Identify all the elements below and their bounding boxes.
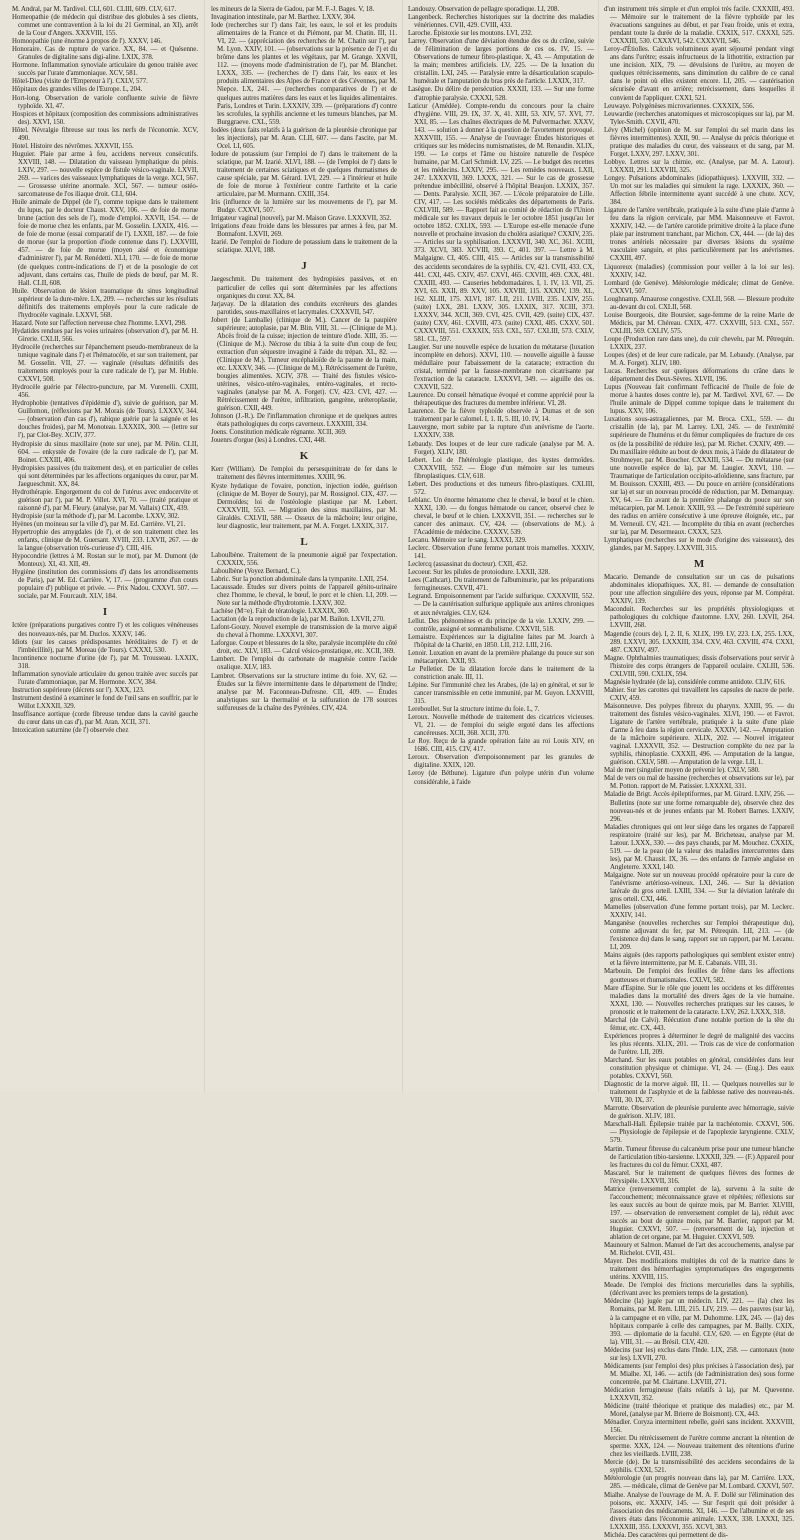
index-entry: Macario. Demande de consultation sur un cas de pulsations abdominales idiopathiques. XX, 81. — demande de consultation pour une affection singulière des yeux, réponse par M. Compérat. XXXIV, 139. (604, 574, 794, 606)
index-entry: Liquoreux (maladies) (commission pour veiller à la loi sur les). XXXIV, 142. (604, 263, 794, 279)
index-entry: Mascarel. Sur le traitement de quelques fièvres des formes de l'érysipèle. LXXVII, 316. (604, 1169, 794, 1185)
index-entry: Lemaistre. Expériences sur la digitaline faites par M. Joarch à l'hôpital de la Charité, en 1850. LII, 212. LIII, 216. (408, 633, 594, 649)
index-entry: Marchal (de Calvi). Réécution d'une notable portion de la tête du fémur, etc. CX, 443. (604, 1016, 794, 1032)
section-letter: L (300, 535, 308, 548)
index-entry: Leuwaye. Polygénèses microvariennes. CXXXIX, 556. (604, 102, 755, 110)
index-entry: Lafont-Gouzy. Nouvel exemple de transmission de la morve aiguë du cheval à l'homme. LXXXVI, 307. (211, 624, 397, 640)
index-entry: Meade. De l'emploi des frictions mercurielles dans la syphilis, (décrivant avec les premiers temps de la gestation). (604, 1282, 794, 1298)
index-entry: Lasègue. Du délire de persécution. XXXII, 133. — Sur une forme d'atrophie paralysie. CXXXI, 528. (408, 86, 594, 102)
index-entry: les mineurs de la Sierra de Gadou, par M. F.-J. Bages. V, 18. (211, 6, 375, 13)
index-entry: Hôpitaux des grandes villes de l'Europe. L, 204. (12, 86, 143, 94)
index-entry: Izarié. De l'emploi de l'iodure de potassium dans le traitement de la sciatique. XLVI, 188. (211, 239, 397, 255)
index-entry: Leroux. Observation d'empoisonnement par les granules de digitaline. XXIX, 120. (408, 754, 594, 770)
index-entry: Laticur (Amédée). Compte-rendu du concours pour la chaire d'hygiène. VIII, 29. IX, 37. X, 41. XIII, 53. XIV, 57. XVI, 77. XXI, 85. — Les chaînes électriques de M. Pulvermacher. XXXV, 143. — solution à donner à la question de l'avortement provoqué. XXXVIII, 155. — Analyse de l'ouvrage: Études historiques et critiques sur les médecins numismatistes, de M. Renaudin. XLIX, 199. — Le corps et l'âme ou histoire naturelle de l'espèce humaine, par M. Carl Schmidt. LV, 225. — Le budget des recettes et les médecins. LXXIV, 295. — Les remèdes nouveaux. LXII, 247. LXXXVII, 369. LXXX, 321. — Sur le cas de grossesse prétendue imbécillité, observé à l'hôpital Beaujon. LXXIX, 357. — Dents. Paralysie. XCII, 367. — L'école préparatoire de Lille. CIV, 417. — Les sociétés médicales des départements de Paris. CXLVIII, 589. — Rapport fait au comité de rédaction de l'Union médicale sur les travaux depuis le 1er octobre 1851 jusqu'au 1er octobre 1852. CXLIX, 593. — L'Europe est-elle menacée d'une nouvelle et prochaine invasion du choléra asiatique? CXXIV, 235. — Articles sur la syphilisation. LXXXVII, 340. XC, 361. XCIII, 373. XCVI, 383. XCVIII, 393. C, 401. 397. — Lettre à M. Malgaigne. CI, 405. CIII, 415. — Articles sur la transmissibilité des accidents secondaires de la syphilis. CV, 421. CVII, 433. CX, 441. CXI, 445. CXIV, 457. CXVI, 465. CXVIII, 469. CXX, 481. CXXIII, 493. — Causeries hebdomadaires. I, 1. IV, 13. VII, 25. XVI, 65. XXII, 89. XXV, 105. XXVIII, 115. XXXIV, 139. XL, 162. XLIII, 175. XLVI, 187. LII, 211. LVIII, 235. LXIV, 255. (suite) LXX, 281. LXXV, 305. LXXIX, 317. XCIII, 373. LXXXV, 344. XCII, 369. CVI, 425. CVII, 429. (suite) CIX, 437. (suite) CXV, 461. CXVIII, 473. (suite) CXXI, 485. CXXV, 501. CXXXVIII, 551. CXXXIX, 553. CXL, 557. CXLIII, 573. CXLV, 581. CL, 597. (408, 102, 594, 343)
index-entry: Le Roy. Reçu de la grande opération faite au roi Louis XIV, en 1686. CIII, 415. CIV, 417. (408, 738, 594, 754)
index-entry: Mercie (de). De la transmissibilité des accidens secondaires de la syphilis. CXXI, 521. (604, 1459, 794, 1475)
index-entry: Invagination intestinale, par M. Barthez. LXXV, 304. (211, 14, 356, 22)
index-entry: Idiots (sur les causes prédisposantes héréditaires de l') et de l'imbécillité), par M. Moreau (de Tours). CXXXI, 530. (12, 638, 198, 654)
index-entry: Hôtel-Dieu (visite de l'Empereur à l'). CXLV, 577. (12, 78, 148, 86)
index-entry: Laroche. Épistoxie sur les moutons. LVI, 232. (408, 30, 533, 38)
index-entry: Lebert. Loi de l'hétérologie plastique, des kystes dermoïdes. CXXXVIII, 552. — Éloge d'un mémoire sur les tumeurs fibroplastiques. CLV, 618. (408, 456, 594, 480)
index-entry: Magendie (cours de). I, 2. II, 6. XLIX, 199. LV, 223. LX, 255. LXX, 289. LXXVI, 305. LXXXIII, 334. CXV, 463. CXVIII, 474. CXXI, 487. CXXIV, 497. (604, 630, 794, 654)
index-entry: Lenoir. Luxation en avant de la première phalange du pouce sur son métacarpien. XXII, 93. (408, 649, 594, 665)
index-entry: M. Andral, par M. Tardivel. CLI, 601. CLIII, 609. CLV, 617. (12, 6, 177, 13)
index-entry: Kerr (William). De l'emploi du persesquinitrate de fer dans le traitement des fièvres intermittentes. XXIII, 96. (211, 466, 397, 482)
index-entry: Instrument destiné à examiner le fond de l'œil sans en souffrir, par le Willot LXXXII, 329. (12, 694, 198, 710)
index-entry: Lecanu. Mémoire sur le sang. LXXXI, 329. (408, 537, 527, 545)
index-entry: Larrey. Observation d'une déviation étendue des os du crâne, suivie de l'élimination de larges portions de ces os. IV, 15. — Observations de tumeur fibro-plastique. X, 43. — Amputation de la main; membres artificiels. LV, 225. — De la luxation du cristallin. LXI, 245. — Paralysie entre la désarticulation scapulo-humérale et l'amputation du bras près de l'article. LXXIX, 317. (408, 38, 594, 86)
index-entry: Lévy (Michel) (opinion de M. sur l'emploi du sel marin dans les fièvres intermittentes). XXII, 90. — Analyse du précis théorique et pratique des maladies du cœur, des vaisseaux et du sang, par M. Forget. LXXV, 297. LXXV, 301. (604, 126, 794, 158)
index-entry: Magnésie hydratée (de la), considérée comme antidote. CLIV, 616. (604, 678, 786, 686)
index-entry: Jaegeschmit. Du traitement des hydropisies passives, et en particulier de celles qui sont déterminées par les affections organiques du cœur. XX, 84. (211, 276, 397, 300)
index-entry: Homoopathie (une énorme à propos de l'). XXXV, 146. (12, 38, 162, 46)
index-entry: Lees (Cathcart). Du traitement de l'albuminurie, par les préparations ferrugineuses. CXVII, 471. (408, 577, 594, 593)
column-divider (402, 0, 403, 1092)
index-entry: Lachèse (M=e). Fait de tératologie. LXXXIX, 360. (211, 608, 350, 616)
index-entry: Luxations sous-astragaliennes, par M. Broca. CXL, 559. — du cristallin (de la), par M. Larrey. LXI, 245. — de l'extrémité supérieure de l'humérus et du fémur compliquées de fracture de ces os (de la possibilité de réduire les), par M. Richet. CXXIV, 499. — Du maxillaire réduite au bout de deux mois, à l'aide du dilatateur de Strohmeyer, par M. Boucher. CXXXIII, 534. — Du métatarse (sur une nouvelle espèce de la), par M. Laugier. XXVI, 110. — Traumatique de l'articulation occipito-atloïdienne, sans fracture, par M. Bouisson. CXXIII, 493. — Du pouce en arrière (considérations sur la) et sur un nouveau procédé de réduction, par M. Demarquay. XV, 64. — En avant de la première phalange du pouce sur son métacarpien, par M. Lenoir. XXIII, 93. — De l'extrémité supérieure des radius en arrière consécutive à une épreuve éloignée, etc., par M. Verneuil. CV, 421. — Incomplète du tibia en avant (recherches sur la), par M. Desormeaux. CXXX, 523. (604, 416, 794, 537)
index-entry: Leroy (de Béthune). Ligature d'un polype utérin d'un volume considérable, à l'aide (408, 770, 594, 786)
index-entry: Maunoury et Salmon. Manuel de l'art des accouchements, analyse par M. Richelot. CVII, 431. (604, 1242, 794, 1258)
index-entry: Marschall-Hall. Épilepsie traitée par la trachéotomie. CXXVI, 506. — Physiologie de l'épilepsie et de l'apoplexie laryngienne. CXLV, 579. (604, 1121, 794, 1145)
index-entry: Mercier. Du rétrécissement de l'urètre comme ancrant la rétention de sperme. XXX, 124. — Nouveau traitement des rétentions d'urine chez les vieillards. LVIII, 238. (604, 1435, 794, 1459)
index-entry: Maladie de Brigt. Accès épileptiformes, par M. Girard. LXIV, 256. — Bulletins (note sur une forme remarquable de), observée chez des nouveau-nés et de jeunes enfants par M. Robert Barnes. LXXIV, 296. (604, 791, 794, 823)
index-entry: Le Pelletier. De la dilatation forcée dans le traitement de la constriction anale. III, 11. (408, 665, 594, 681)
index-entry: Iodure de potassium (sur l'emploi de l') dans le traitement de la sciatique, par M. Izarié. XLVI, 188. — (de l'emploi de l') dans le traitement de certaines sciatiques et de quelques rhumatismes de cause spéciale, par M. Gérard. LVI, 229. — à l'intérieur et huile de foie de morue à l'extérieur contre l'arthrite et la carie articulaire, par M. Murmann. CXIII, 354. (211, 150, 397, 199)
index-entry: Leroux. Nouvelle méthode de traitement des cicatrices vicieuses. VI, 21. — de l'emploi du seigle ergoté dans les affections cancéreuses. XCII, 368. XCII, 370. (408, 714, 594, 738)
index-entry: Marchand. Sur les eaux potables en général, considérées dans leur constitution physique et chimique. VI, 24. — (Eug.). Des eaux potables. CXXVI, 560. (604, 1057, 794, 1081)
index-entry: Leclerc. Observation d'une femme portant trois mamelles. XXXIV, 141. (408, 545, 594, 561)
index-entry: Hydrocèle (recherches sur l'épanchement pseudo-membraneux de la tunique vaginale dans l') et l'hématocèle, et sur son traitement, par M. Gosselin. VII, 27. — vaginale (résultats définitifs des traitements employés pour la cure radicale de l'), par M. Huble. CXXVI, 508. (12, 343, 198, 384)
index-entry: Hotel. Histoire des névrômes. XXXVII, 155. (12, 142, 134, 150)
index-entry: Médecins (sur les) exclus dans l'Inde. LIX, 258. — cantonaux (note sur les). LXVII, 270. (604, 1346, 794, 1362)
index-entry: Manganèse (nouvelles recherches sur l'emploi thérapeutique du), comme adjuvant du fer, par M. Pétrequin. LII, 213. — (de l'existence du) dans le sang, rapport sur un rapport, par M. Lecanu. LI, 209. (604, 920, 794, 952)
index-entry: Mayer. Des modifications multiples du col de la matrice dans le traitement des hémorrhagies symptomatiques des engorgements utérins. XXVIII, 115. (604, 1258, 794, 1282)
index-entry: Johnson (J.-R.). De l'inflammation chronique et de quelques autres états pathologiques du corps caverneux. LXXXIII, 334. (211, 413, 397, 429)
index-entry: Kyste hydatique de l'ovaire, ponction, injection iodée, guérison (clinique de M. Boyer de Soury), par M. Rossignol. CIX, 437. — Dermoïdes; loi de l'ostéologie plastique par M. Lebert. CXXXVIII, 553. — Migration des sinus maxillaires, par M. Giraldès. CXLVII, 588. — Osseux de la mâchoire; leur origine, leur diagnostic, leur traitement, par M. A. Forget. LXXIX, 317. (211, 482, 397, 530)
index-entry: Leblanc. Un énorme hématome chez le cheval, le bœuf et le chien. XXXI, 130. — du fongus hématode ou cancer, observé chez le cheval, le bœuf et le chien. LXXXVII, 351. — recherches sur le cancer des animaux. CV, 424. — (observations de M.). à l'Académie de médecine. CXXXV, 539. (408, 496, 594, 537)
index-entry: Hypocondrie (lettres à M. Rostan sur le mot), par M. Dumont (de Monteux). XI, 43. XII, 49. (12, 553, 198, 569)
index-entry: Expériences propres à déterminer le degré de malignité des vaccins les plus récents. XLIX, 201. — Trois cas de vice de conformation de l'urètre. LII, 209. (604, 1032, 794, 1056)
index-column-2 (211, 6, 397, 1086)
index-entry: Laboulbène (Voyez Bernard, C.). (211, 567, 301, 575)
index-entry: Hydrothérapie. Engorgement du col de l'utérus avec endocervite et guérison par l'), par M. P. Villet. XVI, 70. — (traité pratique et raisonné d'), par M. Fleury. (analyse, par M. Vallaix) CIX, 439. (12, 488, 198, 512)
index-entry: Lymphatiques (recherches sur le mode d'origine des vaisseaux), des glandes, par M. Sappey. LXXVIII, 315. (604, 537, 794, 553)
section-letter: K (299, 450, 309, 463)
index-entry: Jouenrs d'orgue (les) à Londres. CXI, 448. (211, 437, 326, 445)
index-entry: Leuwardie (recherches anatomiques et microscopiques sur la), par M. Tyler-Smith. CXVII, 470. (604, 110, 794, 126)
index-entry: Hort-long. Observation de variole confluente suivie de fièvre typhoïde. XI, 47. (12, 94, 198, 110)
index-entry: Landouzy. Observation de pellagre sporadique. LI, 208. (408, 6, 560, 13)
section-letter: I (102, 606, 108, 619)
index-entry: Instruction supérieure (décrets sur l'). XXX, 123. (12, 686, 145, 694)
index-entry: Laforgue. Coupe et blessures de la tête, paralysie incomplète du côté droit, etc. XLV, 183. — Calcul vésico-prostatique, etc. XCII, 369. (211, 640, 397, 656)
index-entry: Hospices et hôpitaux (composition des commissions administratives des). XXVI, 150. (12, 110, 198, 126)
index-entry: Hypertrophie des amygdales (de l'), et de son traitement chez les enfants, clinique de M. Guersant. XVIII, 233. LXVII, 267. — de la langue (observation très-curieuse d'). CIII, 416. (12, 529, 198, 553)
index-entry: Labric. Sur la ponction abdominale dans la tympanite. LXII, 254. (211, 575, 389, 583)
index-entry: Diagnostic de la morve aiguë. III, 11. — Quelques nouvelles sur le traitement de l'asphyxie et de la faiblesse native des nouveau-nés. VIII, 30. IX, 37. (604, 1081, 794, 1105)
column-divider (204, 0, 205, 1092)
index-entry: Mare d'Espine. Sur le rôle que jouent les occidens et les différentes maladies dans la mortalité des divers âges de la vie humaine. XXXI, 130. — Nouvelles recherches pratiques sur les causes, le pronostic et le traitement de la cataracte. LXV, 262. LXXX, 318. (604, 984, 794, 1016)
index-entry: Hyènes (un moineau sur la ville d'), par M. Ed. Carrière. VI, 21. (12, 521, 186, 528)
index-entry: Langenbeck. Recherches historiques sur la doctrine des maladies vénériennes. CVII, 429. CVIII, 433. (408, 14, 594, 30)
index-entry: Louise Bourgeois, dite Boursier, sage-femme de la reine Marie de Médicis, par M. Chéreau. CXIX, 477. CXXVIII, 513. CXL, 557. CXLIII, 569. CXLIV, 575. (604, 311, 794, 335)
index-entry: Incontinence nocturne d'urine (de l'), par M. Trousseau. LXXIX, 318. (12, 654, 198, 670)
index-column-1 (12, 6, 198, 1086)
index-entry: Maisonneuve. Des polypes fibreux du pharynx. XXIII, 95. — du traitement des fistules vésico-vaginales. XLVI, 190. — et Favrot. Ligature de l'artère vertébrale, pratiquée à la suite d'une plaie d'arme à feu dans la région cervicale. XXXIV, 142. — Amputation de la mâchoire supérieure. XLIX, 202. — Nouvel irrigateur vaginal. LXXXVII, 352. — Destruction complète du nez par la syphilis, rhinoplastie. CXXXII, 496. — Amputation de la langue, guérison. CXLV, 580. — Amputation de la verge. LII, 1. (604, 702, 794, 767)
index-entry: Hydropisie (sur la méthode d'), par M. Lacombe. LXXV, 302. (12, 512, 180, 520)
section-letter: J (301, 260, 307, 273)
column-divider (598, 0, 599, 1092)
index-entry: Huguier. Plaie par arme à feu, accidens nerveux consécutifs. XXVIII, 148. — Dilatation du vaisseau lymphatique du pénis. LXIV, 297. — nouvelle espèce de fistule vésico-vaginale. LXVII, 269. — varices des vaisseaux lymphatiques de la verge. XCI, 567. — Grossesse utérine anormale. XCI, 567. — tumeur ostéo-sarcomateuse de l'os iliaque droit. CLI, 604. (12, 150, 198, 199)
index-entry: Intoxication saturnine (de l') observée chez (12, 727, 129, 735)
index-entry: Inflammation synoviale articulaire du genou traitée avec succès par l'urate d'ammoniaque, par M. Hormone. XCV, 384. (12, 670, 198, 686)
index-entry: Médecine (la) jugée par un médecin. LIV, 221. — (la) chez les Romains, par M. Rem. LIII, 215. LIV, 219. — des pauvres (sur la), à la campagne et en ville, par M. Duhomme. LIX, 245. — (la) des hôpitaux comparée à celle des campagnes, par M. Bailly. CXIX, 393. — diplomatie de la faculté. CLV, 620. — en Égypte (état de la). VIII, 31. — au Brésil. CLV, 420. (604, 1298, 794, 1346)
index-column-4 (604, 6, 794, 1539)
index-entry: Lauvergne, mort subite par la rupture d'un anévrisme de l'aorte. LXXXIV, 338. (408, 424, 594, 440)
index-entry: Médicaments (sur l'emploi des) plus précises à l'association des), par M. Mialhe. XI, 146. — actifs (de l'administration des) sous forme concentrée, par M. Clairtane. LXVIII, 271. (604, 1362, 794, 1386)
index-entry: Médicine (traité théorique et pratique des maladies) etc., par M. Morel, (analyse par M. Brierre de Boismont). CX, 443. (604, 1403, 794, 1419)
index-entry: Hydrocèle guérie par l'électro-puncture, par M. Vurenelli. CXIII, 456. (12, 384, 198, 400)
index-entry: Lacaussade. Études sur divers points de l'appareil génito-urinaire chez l'homme, le cheval, le bœuf, le porc et le chien. LI, 209. — Note sur la méthode d'hydrotomie. LXXV, 302. (211, 584, 397, 608)
index-entry: Mal de mer (singulier moyen de prévenir le). CXLV, 580. (604, 767, 760, 775)
index-entry: Marrotte. Observation de pleurésie purulente avec hémorragie, suivie de guérison. XLIV, 181. (604, 1105, 794, 1121)
index-entry: Ligature de l'artère vertébrale, pratiquée à la suite d'une plaie d'arme à feu dans la région cervicale, par MM. Maisonneuve et Favrot. XXXIV, 142. — de l'artère carotide primitive droite à la place d'une plaie par instrument tranchant, par Michon. CX, 444. — (de la) des trones artériels nécessaire par diverses lésions du système vasculaire sanguin, et plus particulièrement par les anévrismes. CXXIII, 497. (604, 207, 794, 263)
index-entry: Lambret. Observations sur la structure intime du foie. XV, 62. — Études sur la fièvre intermittente dans le département de l'Indre; analyse par M. Faconneau-Dufresne. CII, 409. — Études analytiques sur la thermalité et la sulfuration de 178 sources sulfureuses de la chaîne des Pyrénées. CIV, 424. (211, 672, 397, 712)
index-entry: Loughnamp. Amaurose congestive. CXLII, 568. — Blessure produite au-devant du col. CXLII, 568. (604, 295, 794, 311)
index-entry: Hydrophobie (tentatives d'épidémie d'), suivie de guérison, par M. Guillomon, (réflexions par M. Morais (de Tours). LXXXV, 344. — (observation d'un cas d'), rabique guérie par la saignée et les douches froides), par M. Monoteau. LXXXIX, 300. — (lettre sur l'), par Clot-Bey. XCIV, 377. (12, 400, 198, 440)
index-entry: Iris (influence de la lumière sur les mouvements de l'), par M. Budge. CXXVI, 507. (211, 199, 397, 215)
index-entry: Joens. Constitution médicale régnante. XCII, 369. (211, 429, 347, 437)
index-entry: Marbouin. De l'emploi des feuilles de frêne dans les affections goutteuses et rhumatismales. CXLVI, 582. (604, 968, 794, 984)
index-entry: Leclercq (assassinat du docteur). CXII, 452. (408, 561, 528, 569)
index-entry: Martin. Tumeur fibreuse du calcanéum prise pour une tumeur blanche de l'articulation tibio-tarsienne. LXXXII, 329. — (F.) Appareil pour les fractures du col du fémur. CXXI, 487. (604, 1145, 794, 1169)
index-entry: Loupes (des) et de leur cure radicale, par M. Lebaudy. (Analyse, par M. A. Forget). XLIV, 180. (604, 352, 794, 368)
index-entry: Insuffisance aortique (corde fibreuse tendue dans la cavité gauche du cœur dans un cas d'), par M. Aran. XCII, 371. (12, 710, 198, 727)
index-entry: Loupe (Production rare dans une), du cuir chevelu, par M. Pêtrequin. LXXIX, 237. (604, 335, 794, 351)
index-entry: Hazard. Note sur l'affection nerveuse chez l'homme. LXVI, 298. (12, 319, 187, 327)
index-entry: Maconduit. Recherches sur les propriétés physiologiques et pathologiques du colchique d'automne. LXV, 260. LXVII, 264. LXVIII, 268. (604, 606, 794, 630)
index-entry: Hôtel. Névralgie fibreuse sur tous les nerfs de l'économie. XCV, 490. (12, 126, 198, 142)
index-entry: Michéa. Des caractères qui permettent de dis- (604, 1531, 728, 1539)
index-entry: Lobbye. Lettres sur la chimie, etc. (Analyse, par M. A. Latour). LXXXII, 291. LXXVIII, 325. (604, 158, 794, 174)
index-entry: Laugier. Sur une nouvelle espèce de luxation du métatarse (luxation incomplète en dehors). XXVI, 110. — nouvelle aiguille à fausse médullaire pour l'abaissement de la cataracte; extraction du cristal, terminé par la fausse-membrane non cicatrisante par l'extraction de la cataracte. LXXXVI, 349. — aiguille des os. CXXVII, 522. (408, 343, 594, 392)
index-entry: Lebert. Des productions et des tumeurs fibro-plastiques. CXLIII, 572. (408, 480, 594, 496)
index-entry: Leroy-d'Étiolles. Calculs volumineux ayant séjourné pendant vingt ans dans l'urètre; essais infructueux de la lithotritie, extraction par une incision. XIX, 79. — dévulsions de l'urètre, au moyen de quelques rétrécissements, sans diminution du calibre de ce canal dans le point où elles existent encore. LI, 205. — cautérisation sécurisée d'avant en arrière; retrécissement, dans lesquelles il convient de l'appliquer. CXXI, 521. (604, 46, 794, 102)
index-entry: Magne. Ophthalmies traumatiques; dissis d'observations pour servir à l'histoire des corps étrangers de l'appareil oculaire. CXLIII, 536. CXLVIII, 590. CXLIX, 594. (604, 654, 794, 678)
index-entry: Laboulbène. Traitement de la pneumonie aiguë par l'expectation. CXXXIX, 556. (211, 551, 397, 567)
index-entry: Longey. Pulsations abdominales (idiopathiques). LXXVIII, 332. — Un mot sur les maladies qui simulent la rage. LXXXIX, 360. — Affection fébrile intermittente ayant succédé à une chute. XCV, 384. (604, 174, 794, 207)
index-entry: Matrice (renversement complet de la), survenu à la suite de l'accouchement; méconnaissance grave et répétées; réflexions sur les eaux succès au bout de quinze mois, par M. Barrier. XLVIII, 197. — observation de renversement complet de la), réduit avec succès au bout de quinze mois, par M. Barrier, rapport par M. Huguier. CXXVI, 507. — (renversement de la), injection et ablation de cet organe, par M. Huguier. CXXVI, 509. (604, 1185, 794, 1242)
index-entry: Lupus (Nouveau fait confirmant l'efficacité de l'huile de foie de morue à hautes doses contre le), par M. Tardivel. XVI, 67. — De l'huile animale de Dippel comme topique dans le traitement du lupus. XXV, 106. (604, 384, 794, 416)
index-entry: Mains aiguës (des rapports pathologiques qui semblent exister entre) et la fièvre intermittente, par M. E. Cabanais. VIII, 31. (604, 952, 794, 968)
index-entry: Lucas. Recherches sur quelques déformations du crâne dans le département des Deux-Sèvres. XLVII, 196. (604, 368, 794, 384)
index-entry: Ménadier. Coryza intermittent rebelle, guéri sans incident. XXXVIII, 156. (604, 1419, 794, 1435)
index-entry: Hydropisies passives (du traitement des), et en particulier de celles qui sont déterminées par les affections organiques du cœur, par M. Jaegueschmit. XX, 84. (12, 464, 198, 488)
index-entry: Ictère (préparations purgatives contre l') et les coliques vénéneuses des nouveaux-nés, par M. Duclos. XXXV, 146. (12, 622, 198, 638)
index-entry: Maladies chroniques qui ont leur siège dans les organes de l'appareil respiratoire (traité sur les), par M. Bricheteau, analyse par M. Latour. LXXX, 330. — des pays chauds, par M. Mouchez. CXXIX, 519. — de la peau (de la valeur des maladies intercurrentes dans les), par M. Chausit. IX, 36. — des enfants de l'armée anglaise en Angleterre. XXXI, 140. (604, 823, 794, 871)
index-entry: Irrigations d'eau froide dans les blessures par armes à feu, par M. Bonnafont. LXVII, 269. (211, 223, 397, 239)
index-entry: Iode (recherches sur l') dans l'air, les eaux, le sol et les produits alimentaires de la France et du Piémont, par M. Chatin. III, 11. VI, 22. — (appréciation des recherches de M. Chatin sur l'), par M. Lyon. XXIV, 101. — (observations sur la présence de l') et du brôme dans les plantes et les végétaux, par M. Grange. XXVII, 112. — (moyens mode d'administration de l'), par M. Blanchet. LXXX, 335. — (recherches de l') dans l'air, les eaux et les produits alimentaires des Alpes de France et des Cévennes, par M. Niepce. LX, 241. — (recherches comparatives de l') et de quelques autres matières dans les eaux et les liquides alimentaires. Paris, Londres et Turin. LXXXIV, 339. — (préparations d') contre les scrofules, la syphilis ancienne et les tumeurs blanches, par M. Burggraeve. CXL, 559. (211, 22, 397, 126)
index-entry: Lebaudy. Des loupes et de leur cure radicale (analyse par M. A. Forget). XLIV, 180. (408, 440, 594, 456)
index-entry: Homeopathie (de médecin qui distribue des globules à ses clients, commet une contravention à la loi du 21 Germinal, an XI), arrêt de la Cour d'Angers. XXXVIII, 155. (12, 14, 198, 38)
index-entry: Malgaigne. Note sur un nouveau procédé opératoire pour la cure de l'anévrisme artérioso-veineux. LXI, 246. — Sur la déviation latérale du gros orteil. LXIII, 334. — Sur la déviation latérale du gros orteil. CXI, 446. (604, 871, 794, 904)
index-entry: Météorologie (un progrès nouveau dans la), par M. Carrière. LXX, 285. — médicale, climat de Genève par M. Lombard. CXXVI, 507. (604, 1475, 794, 1491)
index-entry: Lombard (de Genève). Météorologie médicale; climat de Genève. CXXVI, 507. (604, 279, 794, 295)
index-entry: Laurence. De la fièvre typhoïde observée à Dumas et de son traitement par le calomel. I, 1. II, 5. III, 10. IV, 14. (408, 408, 594, 424)
section-letter: M (693, 558, 705, 571)
index-entry: Laurence. Du conseil hématique évoqué et comme apprécié pour la thérapeutique des fractures du membre inférieur. VI, 28. (408, 392, 594, 408)
index-entry: Honoraire. Cas de rupture de varice. XX, 84. — et Quésenne. Granules de digitaline sans digi-aline. LXIX, 378. (12, 46, 198, 62)
index-entry: Huile animale de Dippel (de l'), comme topique dans le traitement du lupus, par le docteur Chaust. XXV, 106. — de foie de morue brune (action des sels de l'), mode d'emploi. XXVII, 154. — de foie de morue chez les enfants, par M. Gosselin. LXXIX, 416. — de foie de morue (essai comparatif de l'). LXXII, 187. — de foie de morue (sur la proportion d'iode contenue dans l'). LXXVIII, 457. — de foie de morue (moyen aisé et économique d'administrer l'), par M. Renédetti. XLI, 170. — de foie de morue (de quelques contre-indications de l') et de la posologie de cet adjuvant, dans certains cas, l'huile de pieds de bœuf, par M. R. Hall. CLII, 608. (12, 199, 198, 287)
index-entry: Mahier. Sur les carottes qui travaillent les capsules de nacre de perle. CXIV, 459. (604, 686, 794, 702)
index-entry: Lambert. De l'emploi du carbonate de magnésie contre l'acide oxalique. XLV, 183. (211, 656, 397, 672)
index-entry: Hydropisie du sinus maxillaire (note sur une), par M. Pélin. CLII, 604. — enkystée de l'ovaire (de la cure radicale de l'), par M. Boinet. CXXIII, 406. (12, 440, 198, 464)
index-entry: Lereboullet. Sur la structure intime du foie. L, 7. (408, 706, 540, 714)
index-entry: Lecoeur. Sur les pilules de protoiodure. LXXII, 328. (408, 569, 550, 577)
index-entry: Hygiène (institution des commissions d') dans les arrondissements de Paris), par M. Ed. Carrière. V, 17. — (programme d'un cours populaire d') publique et privée. — Prix Nadou. CXXVI. 507. — sociale, par M. Fourcault. XLV, 184. (12, 569, 198, 601)
index-entry: Médication ferrugineuse (faits relatifs à la), par M. Quevenne. LXXXVII, 352. (604, 1386, 794, 1402)
index-entry: Legrand. Empoisonnement par l'acide sulfurique. CXXXVIII, 552. — De la cautérisation sulfurique appliquée aux artères chroniques et aux névralgies. CLV, 624. (408, 593, 594, 617)
index-entry: d'un instrument très simple et d'un emploi très facile. CXXXIII, 493. — Mémoire sur le traitement de la fièvre typhoïde par les évacuations sanguines au début, et par l'eau froide, unis et extra, pendant toute la durée de la maladie. CXXIX, 517. CXXXI, 525. CXXXIII, 530. CXXXVI, 542. CXXXVII, 546. (604, 6, 794, 46)
index-entry: Hydatides rendues par les voies urinaires (observation d'), par M. H. Girerie. CXLII, 566. (12, 327, 198, 343)
index-entry: Hormone. Inflammation synoviale articulaire du genou traitée avec succès par l'urate d'ammoniaque. XCV, 581. (12, 62, 198, 78)
index-entry: Iodées (deux faits relatifs à la guérison de la pleurésie chronique par les injections), par M. Aran. CLII, 607. — dans l'ascite, par M. Ocel. LI, 605. (211, 126, 397, 150)
index-entry: Mialhe. Analyse de l'ouvrage de M. A. F. Dollé sur l'élimination des poisons, etc. XXXIV, 145. — Sur l'esprit qui doit présider à l'association des médicaments. XI, 146. — De l'albumine et de ses divers états dans l'économie animale. LXXX, 338. LXXXI, 325. LXXXIII, 355. LXXXVI, 355. XCVI, 383. (604, 1491, 794, 1531)
index-entry: Mamelles (observation d'une femme portant trois), par M. Leclerc. XXXIV, 141. (604, 904, 794, 920)
index-entry: Lellut. Des phénomènes et du principe de la vie. LXXIV, 299. — contrôle, assigné et somnambulisme. CXXVII, 518. (408, 617, 594, 633)
index-entry: Huile. Observation de lésion traumatique du sinus longitudinal supérieur de la dure-mère. LX, 209. — recherches sur les résultats définitifs des traitements employés pour la cure radicale de l'hydrocèle vaginale. LXXVI, 568. (12, 287, 198, 319)
index-entry: Lactation (de la reproduction de la), par M. Bailon. LXVII, 270. (211, 616, 385, 624)
index-column-3 (408, 6, 594, 1086)
index-entry: Mal de vers ou mal de bassine (recherches et observations sur le), par M. Potton. rapport de M. Patissier. LXXXXI, 331. (604, 775, 794, 791)
index-entry: Lépine. Sur l'immunité chez les Arabes, (de la) en général, et sur le cancer transmissible en cette immunité, par M. Guyon. LXXVIII, 315. (408, 681, 594, 706)
index-entry: Jobert (de Lamballe) (clinique de M.). Cancer de la paupière supérieure; autoplasie, par M. Blin. VIII, 31. — (Clinique de M.). Abcès froid de la cuisse; injection de teinture d'iode. XIII, 35. — (Clinique de M.). Nécrose du tibia à la suite d'un coup de feu; extraction d'un séquestre invaginé à l'aide du trépan. XL, 82. — (Clinique de M.). Tumeur encéphaloïde de la paume de la main, etc. LXXXV, 346. — (Clinique de M.). Rétrécissement de l'urètre, bougies alimentées. XCIV, 378. — Traité des fistules vésico-utérines, vésico-utéro-vaginales, entéro-vaginales, et recto-vaginales (analyse par M. A. Forget). CV, 423. CVI, 427. — Rétrécissement de l'urètre, infiltration, gangrène, uréteroplastie, guérison. CXII, 449. (211, 316, 397, 413)
index-entry: Jarjavay. De la dilatation des conduits excréteurs des glandes parotides, sous-maxillaires et lacrymales. CXXXVII, 547. (211, 300, 397, 316)
index-entry: Irrigateur vaginal (nouvel), par M. Maison Grave. LXXXVII, 352. (211, 215, 392, 223)
